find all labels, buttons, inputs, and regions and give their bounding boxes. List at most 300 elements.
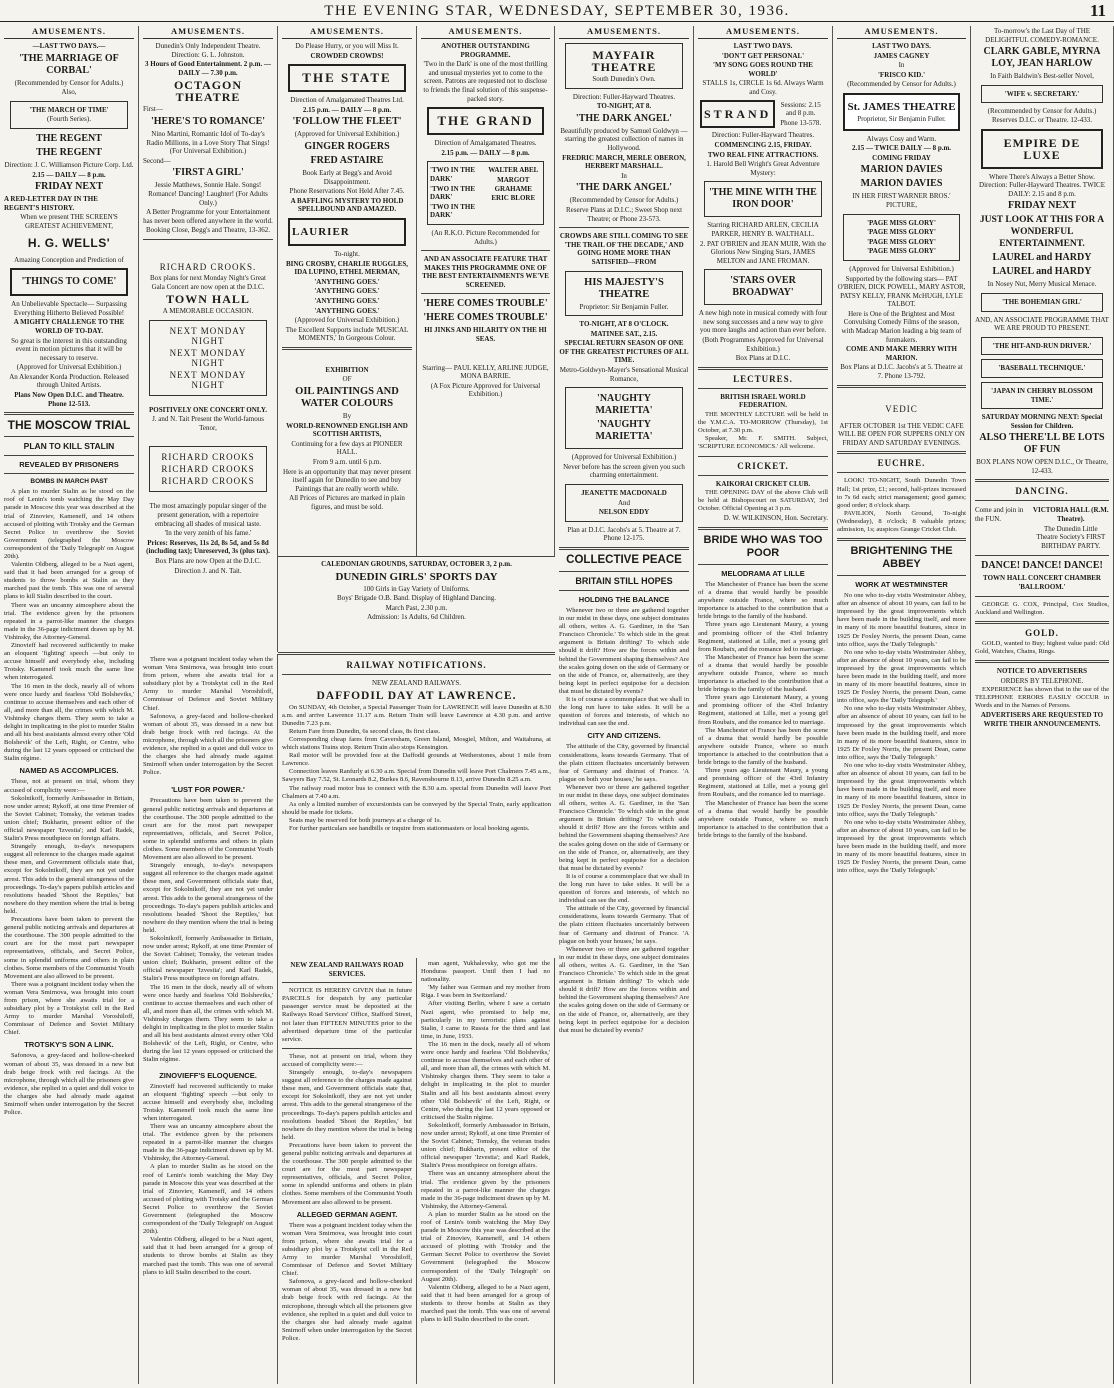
ad-line: 'MY SONG GOES ROUND THE WORLD' (713, 61, 813, 78)
ad-line: (Both Programmes Approved for Universal Exhibition.) (702, 336, 824, 353)
ad-box (288, 218, 406, 246)
ad-line: AND AN ASSOCIATE FEATURE THAT MAKES THIS PROGRAMME ONE OF THE BEST ENTERTAINMENTS WE'VE SCREENED. (422, 255, 549, 289)
article-subheadline: MELODRAMA AT LILLE (721, 568, 805, 578)
ad-line: Direction: Fuller-Hayward Theatres. (711, 131, 815, 140)
venue-name: TOWN HALL (166, 292, 250, 307)
film-title: 'FIRST A GIRL' (172, 167, 244, 179)
ad-line: —LAST TWO DAYS.— (32, 42, 106, 50)
article-subheadline: BRITAIN STILL HOPES (575, 576, 673, 586)
film-title: 'BASEBALL TECHNIQUE.' (998, 364, 1086, 373)
ad-line: Here is One of the Brightest and Most Convulsing Comedy Films of the season, with Madcap Marion leading a big team of funmakers. (841, 309, 962, 344)
article-paragraph: The Manchester of France has been the scene of a drama that would hardly be possible anywhere outside France, where so much importance is attached to the contribution that a bride brings to the family of the husband. (698, 726, 828, 767)
star-name: NELSON EDDY (598, 508, 650, 517)
theatre-name: MAYFAIR THEATRE (591, 48, 657, 74)
ad-line: (Recommended by Censor for Adults.) (569, 196, 679, 205)
ad-line: ANOTHER OUTSTANDING PROGRAMME. (441, 42, 530, 59)
article-headline: BRIGHTENING THE ABBEY (850, 545, 953, 571)
notice-text: Corresponding cheap fares from Caversham, Green Island, Mosgiel, Milton, and Waitahuna, at which stations Trains stop. Return Train also stops Kensington. (282, 735, 551, 752)
ad-box (149, 446, 267, 492)
article-paragraph: Precautions have been taken to prevent the general public noticing arrivals and departures at the courthouse. The 300 people admitted to the court are for the most part newspaper representatives, officials, and Secret Police, some in splendid uniforms and others in plain clothes. Some members of the Communist Youth Movement are also allowed to be present. (4, 916, 134, 980)
theatre-name: St. JAMES THEATRE (847, 100, 956, 113)
ad-line: An Alexander Korda Production. Released through United Artists. (9, 372, 129, 390)
ad-line: 'THE MARCH OF TIME' (29, 105, 109, 114)
ad-line: A MIGHTY CHALLENGE TO THE WORLD OF TO-DAY. (13, 318, 125, 335)
ad-line: IN HER FIRST WARNER BROS.' PICTURE, (852, 192, 951, 209)
ad-line: Proprietor: Sir Benjamin Fuller. (579, 302, 669, 311)
ad-title: H. G. WELLS' (27, 235, 111, 250)
ad-line: KAIKORAI CRICKET CLUB. (715, 479, 811, 488)
film-title: 'PAGE MISS GLORY' (867, 218, 936, 227)
column-6 (694, 26, 833, 1384)
ad-line: Beautifully produced by Samuel Goldwyn —starring the greatest collection of names in Hollywood. (560, 126, 688, 152)
notice-text: LOOK! TO-NIGHT, South Dunedin Town Hall; 1st prize, £1; second, half-prizes increased to 7s 6d each; strict management; good games; good order; 8 o'clock sharp. (837, 477, 966, 509)
ad-box (704, 269, 822, 305)
star-name: MARGOT GRAHAME (494, 175, 532, 193)
ad-title: OIL PAINTINGS AND WATER COLOURS (295, 386, 399, 410)
ad-line: 'In the very zenith of his fame.' (164, 529, 252, 538)
ad-title: DUNEDIN GIRLS' SPORTS DAY (335, 570, 498, 583)
article-paragraph: Zinovieff had recovered sufficiently to make an eloquent 'fighting' speech —but only to accuse himself and everybody else, including Trotsky. Kameneff took much the same line when interrogated. (4, 642, 134, 682)
ad-line: Always Cosy and Warm. (866, 134, 937, 143)
ad-line: RICHARD CROOKS (161, 476, 255, 487)
ad-box (843, 93, 960, 131)
ad-line: A RED-LETTER DAY IN THE REGENT'S HISTORY. (4, 195, 98, 212)
article-subheadline: WORK AT WESTMINSTER (855, 580, 948, 590)
ad-line: South Dunedin's Own. (592, 75, 656, 83)
section-heading: LECTURES. (733, 373, 793, 384)
ad-line: (Approved for Universal Exhibition.) (571, 453, 677, 462)
ad-line: Starring— PAUL KELLY, ARLINE JUDGE, MONA BARRIE. (422, 363, 549, 381)
ad-line: Sessions: 2.15 and 8 p.m. (780, 100, 821, 118)
ad-line: CROWDS ARE STILL COMING TO SEE 'THE TRAIL OF THE DECADE,' AND GOING HOME MORE THAN SATISFIED—FROM (559, 232, 689, 266)
article-paragraph: Strangely enough, to-day's newspapers suggest all reference to the charges made against these men, and Government officials state that, except for Sokolnikoff, they are not yet under arrest. This adds to the general strangeness of the proceedings. To-day's papers publish articles and resolutions headed 'Shoot the Reptiles,' but nowhere do they mention where the trial is being held. (282, 1069, 412, 1141)
article-paragraph: Safonova, a grey-faced and hollow-cheeked woman of about 35, was dressed in a new but drab beige frock with red facings. At the microphone, through which all the prisoners give evidence, she replied in a quiet and dull voice to the charges she had already made against Smirnoff when under interrogation by the Secret Police. (143, 712, 273, 777)
star-name: CLARK GABLE, MYRNA LOY, JEAN HARLOW (983, 46, 1101, 70)
ad-line: Direction: J. C. Williamson Picture Corp. Ltd. (4, 160, 134, 169)
ad-box (565, 43, 683, 89)
article-paragraph: The Manchester of France has been the scene of a drama that would hardly be possible anywhere outside France, where so much importance is attached to the contribution that a bride brings to the family of the husband. (698, 653, 828, 694)
ad-title: JUST LOOK AT THIS FOR A WONDERFUL ENTERTAINMENT. (979, 215, 1105, 250)
article-paragraph: The 16 men in the dock, nearly all of whom were once hardy and fearless 'Old Bolsheviks,' continue to accuse themselves and each other of all, and more than all, the crimes with which M. Vishinsky charges them. They seem to take a delight in implicating in the plot to murder Stalin and all his best assistants almost every other 'Old Bolshevik' of the Left, Right, or Centre, who during the last 12 years opposed or criticised the Stalin régime. (421, 1040, 550, 1121)
ad-line: When we present THE SCREEN'S GREATEST ACHIEVEMENT, (20, 213, 118, 230)
ad-line: BOX PLANS NOW OPEN D.I.C., Or Theatre, 12-433. (976, 458, 1108, 475)
film-title: 'WIFE v. SECRETARY.' (1004, 89, 1080, 98)
ad-line: Direction of Amalgamated Theatres. (434, 139, 537, 148)
ad-line: Also, (61, 88, 77, 97)
ad-title: ALSO THERE'LL BE LOTS OF FUN (979, 432, 1105, 456)
ad-line: An Unbelievable Spectacle— Surpassing Everything Hitherto Believed Possible! (11, 300, 127, 317)
notice-text: GOLD, wanted to Buy; highest value paid: Old Gold, Watches, Chains, Rings. (975, 639, 1109, 655)
ad-line: Come and join in the FUN. (975, 506, 1024, 524)
article-subheadline: PLAN TO KILL STALIN (23, 441, 115, 452)
ad-line: Boys' Brigade O.B. Band. Display of Highland Dancing. (337, 594, 496, 603)
ad-line: In (898, 61, 905, 70)
ad-box (843, 214, 960, 261)
notice-text: THE OPENING DAY of the above Club will be held at Bishopscourt on SATURDAY, 3rd October. Official Opening at 3 p.m. (698, 489, 828, 513)
theatre-name: OCTAGON THEATRE (173, 78, 243, 105)
article-paragraph: Sokolnikoff, formerly Ambassador in Britain, now under arrest; Rykoff, at one time Premier of the Soviet Cabinet; Tomsky, the veteran trades union chief; Bukharin, present editor of the official newspaper 'Izvestia'; and Karl Radek, Stalin's Press mouthpiece on foreign affairs. (4, 794, 134, 843)
article-paragraph: 'My father was German and my mother from Riga. I was born in Switzerland.' (421, 984, 550, 1000)
ad-line: 2.15 — TWICE DAILY — 8 p.m. (851, 144, 952, 153)
notice-text: The railway road motor bus to connect with the 8.30 a.m. special from Dunedin will leave Port Chalmers at 7.40 a.m. (282, 784, 551, 800)
film-title: 'NAUGHTY MARIETTA' (595, 393, 653, 417)
ad-line: Amazing Conception and Prediction of (14, 255, 124, 264)
notice-text: Seats may be reserved for both journeys at a charge of 1s. (289, 816, 442, 824)
film-title: 'HERE COMES TROUBLE' (423, 298, 548, 310)
ad-line: Booking Close, Begg's and Theatre, 13-362. (145, 226, 270, 235)
ad-title: 'THINGS TO COME' (21, 276, 117, 288)
star-name: WALTER ABEL (488, 166, 539, 175)
star-name: GINGER ROGERS (304, 140, 390, 152)
article-paragraph: It is of course a commonplace that we shall in the long run have to take sides. It will be a question of forces and interests, of which no individual can see the end. (559, 696, 689, 728)
film-title: 'THE BOHEMIAN GIRL' (1002, 297, 1082, 306)
ad-box (981, 359, 1103, 378)
ad-line: RICHARD CROOKS (161, 452, 255, 463)
railway-notice (278, 652, 555, 954)
ad-line: Admission: 1s Adults, 6d Children. (367, 613, 466, 622)
ad-line: MATINEE SAT., 2.15. (590, 329, 658, 338)
article-subheadline: REVEALED BY PRISONERS (19, 460, 119, 470)
notice-text: THE MONTHLY LECTURE will be held in the Y.M.C.A. TO-MORROW (Thursday), 1st October, at 7.30 p.m. (698, 411, 828, 435)
ad-line (430, 165, 486, 221)
ad-line: Starring RICHARD ARLEN, CECILIA PARKER, HENRY B. WALTHALL. (707, 221, 819, 238)
column-2 (139, 26, 278, 652)
ad-line: Continuing for a few days at PIONEER HALL. (291, 439, 403, 457)
ad-title: DANCE! DANCE! DANCE! (981, 560, 1103, 572)
film-title: 'PAGE MISS GLORY' (867, 247, 936, 256)
ad-line: NEW ZEALAND RAILWAYS. (371, 679, 462, 687)
ad-line: POSITIVELY ONE CONCERT ONLY. (148, 405, 267, 414)
article-paragraph: Valentin Oldberg, alleged to be a Nazi agent, said that it had been arranged for a group of students to throw bombs at Stalin as they marched past the tomb. This was one of several plans to kill Stalin described to the court. (4, 561, 134, 601)
article-paragraph: man agent, Yukhalevsky, who got me the Honduras passport. Until then I had no nationality. (421, 960, 550, 984)
ad-box (700, 100, 775, 128)
ad-line: 2.15 p.m. — DAILY — 8 p.m. (441, 148, 530, 157)
dance-details (1033, 505, 1109, 551)
article-paragraph: A plan to murder Stalin as he stood on the roof of Lenin's tomb watching the May Day parade in Moscow this year was described at the trial of Zinoviev, Kameneff, and 14 others accused of plotting with Trotsky and the German Secret Police to overthrow the Soviet Government (telegraphed the Moscow correspondent of the 'Daily Telegraph' on August 20th). (421, 1210, 550, 1283)
article-paragraph: No one who to-day visits Westminster Abbey, after an absence of about 10 years, can fail to be impressed by the great improvements which have been made in the building itself, and more in many of its more beautiful features, since in 1925 Dr Foxley Norris, the present Dean, came into office, says the 'Daily Telegraph.' (837, 648, 966, 705)
film-title: 'PAGE MISS GLORY' (867, 237, 936, 246)
article-subheading: 'LUST FOR POWER.' (171, 785, 245, 795)
article-paragraph: The attitude of the City, governed by financial considerations, leans towards Germany. That of the plain citizen fluctuates uncertainly between fear of Germany and distrust of France. 'A plague on both your houses,' he says. (559, 905, 689, 945)
ad-line: 'TWO IN THE DARK' (430, 184, 475, 202)
theatre-name: STRAND (704, 106, 772, 121)
ad-line: NEXT MONDAY NIGHT (169, 325, 247, 346)
article-paragraph: A plan to murder Stalin as he stood on the roof of Lenin's tomb watching the May Day parade in Moscow this year was described at the trial of Zinoviev, Kameneff, and 14 others accused of plotting with Trotsky and the German Secret Police to overthrow the Soviet Government (telegraphed the Moscow correspondent of the 'Daily Telegraph' on August 20th). (4, 488, 134, 560)
column-heading: AMUSEMENTS. (282, 26, 412, 39)
article-paragraph: The Manchester of France has been the scene of a drama that would hardly be possible anywhere outside France, where so much importance is attached to the contribution that a bride brings to the family of the husband. (698, 580, 828, 621)
ad-line: TO-NIGHT, AT 8 O'CLOCK. (579, 320, 669, 329)
ad-line: A new high note in musical comedy with four new song successes and a new way to give you more laughs and action than ever before. (698, 309, 828, 335)
ad-line: (Approved for Universal Exhibition.) (16, 363, 122, 372)
notice-text: Rail motor will be provided free at the Daffodil grounds at Wetherstones, about 1 mile from Lawrence. (282, 752, 551, 768)
article-paragraph: Sokolnikoff, formerly Ambassador in Britain, now under arrest; Rykoff, at one time Premier of the Soviet Cabinet; Tomsky, the veteran trades union chief; Bukharin, present editor of the official newspaper 'Izvestia'; and Karl Radek, Stalin's Press mouthpiece on foreign affairs. (421, 1121, 550, 1170)
theatre-name: THE GRAND (437, 113, 534, 129)
ad-line: STALLS 1s, CIRCLE 1s 6d. Always Warm and Cosy. (702, 79, 824, 96)
ad-line: BING CROSBY, CHARLIE RUGGLES, IDA LUPINO, ETHEL MERMAN, (285, 259, 409, 277)
ad-line: LAST TWO DAYS. (733, 42, 793, 50)
notice-text: GEORGE G. COX, Principal, Cox Studios, Auckland and Wellington. (975, 600, 1109, 616)
article-paragraph: Precautions have been taken to prevent the general public noticing arrivals and departures at the courthouse. The 300 people admitted to the court are for the most part newspaper representatives, officials, and Secret Police, some in splendid uniforms and others in plain clothes. Some members of the Communist Youth Movement are also allowed to be present. (143, 797, 273, 862)
ad-box (565, 387, 683, 449)
ad-box (981, 129, 1103, 169)
ad-line: In Faith Baldwin's Best-seller Novel, (990, 72, 1094, 81)
article-subheadline: BOMBS IN MARCH PAST (30, 478, 108, 486)
ad-line: ADVERTISERS ARE REQUESTED TO WRITE THEIR ANNOUNCEMENTS. (980, 711, 1104, 729)
article-paragraph: There was an uncanny atmosphere about the trial. The evidence given by the prisoners repeated in a parrot-like manner the charges made in the 36-page indictment drawn up by M. Vishinsky, the Attorney-General. (4, 601, 134, 641)
section-heading: NEW ZEALAND RAILWAYS ROAD SERVICES. (290, 961, 404, 978)
ad-line: RICHARD CROOKS. (159, 261, 257, 272)
ad-line: Direction: Fuller-Hayward Theatres. (572, 92, 676, 101)
section-heading: EUCHRE. (877, 458, 926, 469)
ad-line: (Approved for Universal Exhibition.) (849, 264, 954, 273)
notice-text: PAVILION, North Ground, To-night (Wednesday), 8 o'clock; 8 valuable prizes; admission, 1s; auspices Grange Cricket Club. (837, 509, 966, 533)
ad-line: Box Plans at D.I.C. (735, 354, 791, 363)
film-title: 'THE MINE WITH THE IRON DOOR' (709, 187, 817, 211)
ad-line: (A Fox Picture Approved for Universal Exhibition.) (430, 381, 541, 399)
article-subheading: ALLEGED GERMAN AGENT. (296, 1209, 398, 1219)
article-paragraph: Three years ago Lieutenant Maury, a young and promising officer of the 43rd Infantry Regiment, stationed at Lille, met a young girl from Roubaix, and the romance led to marriage. (698, 621, 828, 653)
section-heading: VEDIC (885, 403, 918, 414)
ad-box (10, 268, 128, 296)
article-paragraph: The 16 men in the dock, nearly all of whom were once hardy and fearless 'Old Bolsheviks,' continue to accuse themselves and each other of all, and more than all, the crimes with which M. Vishinsky charges them. They seem to take a delight in implicating in the plot to murder Stalin and all his best assistants almost every other 'Old Bolshevik' of the Left, Right, or Centre, who during the last 12 years opposed or criticised the Stalin régime. (143, 983, 273, 1064)
theatre-name: THE STATE (302, 70, 392, 86)
ad-line: FREDRIC MARCH, MERLE OBERON, HERBERT MARSHALL. (562, 153, 686, 171)
ad-box (981, 293, 1103, 312)
ad-line: Box Plans at D.I.C. Jacobs's at 5. Theatre at 7. Phone 13-792. (840, 363, 963, 381)
film-title: 'FOLLOW THE FLEET' (292, 116, 402, 128)
ad-line: SPECIAL RETURN SEASON OF ONE OF THE GREATEST PICTURES OF ALL TIME. (559, 339, 689, 365)
ad-line: CROWDED CROWDS! (310, 51, 384, 60)
ad-line: Metro-Goldwyn-Mayer's Sensational Musical Romance, (559, 366, 689, 383)
ad-line: ORDERS BY TELEPHONE. (1000, 676, 1084, 685)
film-title: 'HERE COMES TROUBLE' (423, 312, 548, 324)
column-heading: AMUSEMENTS. (4, 26, 134, 39)
ad-line: First— (143, 105, 163, 114)
theatre-name: THE REGENT (36, 132, 102, 144)
notice-text: As only a limited number of excursionists can be conveyed by the Special Train, early application should be made for tickets. (282, 800, 551, 816)
article-paragraph: Three years ago Lieutenant Maury, a young and promising officer of the 43rd Infantry Regiment, stationed at Lille, met a young girl from Roubaix, and the romance led to marriage. (698, 767, 828, 799)
section-heading: CRICKET. (737, 460, 789, 471)
film-title: 'HERE'S TO ROMANCE' (150, 115, 266, 127)
ad-line: 'Two in the Dark' is one of the most thrilling and unusual mysteries yet to come to the screen. Patrons are requested not to disclose to friends the final solution of this suspense-packed story. (423, 60, 548, 103)
article-paragraph: Valentin Oldberg, alleged to be a Nazi agent, said that it had been arranged for a group of students to throw bombs at Stalin as they marched past the tomb. This was one of several plans to kill Stalin described to the court. (421, 1283, 550, 1324)
article-paragraph: These, not at present on trial, whom they accused of complicity were:— (282, 1052, 412, 1068)
dance-ad (975, 505, 1109, 551)
ad-line: A Better Programme for your Entertainment has never been offered anywhere in the world. (143, 208, 273, 225)
ad-line: Jessie Matthews, Sonnie Hale. Songs! Romance! Dancing! Laughter! (For Adults Only.) (148, 181, 268, 207)
star-name: LAUREL and HARDY (992, 252, 1092, 264)
ad-line: To-night. (334, 249, 360, 258)
ad-line: NEXT MONDAY NIGHT (169, 347, 247, 368)
ad-line: The most amazingly popular singer of the present generation, with a repertoire embracing all shades of musical taste. (149, 502, 267, 528)
theatre-name: EMPIRE DE LUXE (1003, 135, 1081, 162)
ad-line: Do Please Hurry, or you will Miss It. (295, 42, 399, 50)
ad-line (486, 165, 542, 221)
article-paragraph: There was a poignant incident today when the woman Vera Smirnova, was brought into court from prison, where she awaits trial for a subsidiary plot by a Trotskyist cell in the Red Army to murder Marshal Voroshiloff, Commissar of Defence and Soviet Military Chief. (4, 980, 134, 1037)
theatre-name: LAURIER (292, 225, 350, 238)
ad-line: In Nosey Nut, Merry Musical Menace. (987, 280, 1097, 289)
trial-continuation-2 (417, 958, 555, 1384)
ad-line: (Recommended by Censor for Adults.) Reserves D.I.C. or Theatre. 12-433. (987, 107, 1097, 124)
article-paragraph: No one who to-day visits Westminster Abbey, after an absence of about 10 years, can fail to be impressed by the great improvements which have been made in the building itself, and more in many of its more beautiful features, since in 1925 Dr Foxley Norris, the present Dean, came into office, says the 'Daily Telegraph.' (837, 818, 966, 875)
ad-line: And (617, 498, 631, 507)
ad-line: 'ANYTHING GOES.' (314, 277, 380, 286)
article-subheading: NAMED AS ACCOMPLICES. (19, 766, 119, 776)
ad-line: Dunedin's Only Independent Theatre. Direction: G. L. Johnston. (155, 42, 261, 59)
page-header (0, 0, 1114, 22)
article-paragraph: Safonova, a grey-faced and hollow-cheeked woman of about 35, was dressed in a new but drab beige frock with red facings. At the microphone, through which all the prisoners give evidence, she replied in a quiet and dull voice to the charges she had already made against Smirnoff when under interrogation by the Secret Police. (282, 1278, 412, 1342)
ad-line: CALEDONIAN GROUNDS, SATURDAY, OCTOBER 3, 2 p.m. (321, 560, 512, 568)
ad-line: D. W. WILKINSON, Hon. Secretary. (723, 514, 828, 523)
notice-text: AFTER OCTOBER 1st THE VEDIC CAFE WILL BE OPEN FOR SUPPERS ONLY ON FRIDAY AND SATURDAY EVENINGS. (838, 421, 965, 447)
star-name: JAMES CAGNEY (873, 51, 930, 60)
article-paragraph: It is of course a commonplace that we shall in the long run have to take sides. It will be a question of forces and interests, of which no individual can see the end. (559, 872, 689, 905)
ad-line: So great is the interest in this outstanding event in motion pictures that it will be necessary to reserve. (11, 336, 127, 362)
ad-line: J. and N. Tait Present the World-famous Tenor, (152, 415, 264, 432)
article-paragraph: There was a poignant incident today when the woman Vera Smirnova, was brought into court from prison, where she awaits trial for a subsidiary plot by a Trotskyist cell in the Red Army to murder Marshal Voroshiloff, Commissar of Defence and Soviet Military Chief. (282, 1221, 412, 1278)
film-title: 'THE DARK ANGEL' (575, 182, 673, 194)
article-paragraph: Three years ago Lieutenant Maury, a young and promising officer of the 43rd Infantry Regiment, stationed at Lille, met a young girl from Roubaix, and the romance led to marriage. (698, 694, 828, 726)
article-paragraph: The attitude of the City, governed by financial considerations, leans towards Germany. That of the plain citizen fluctuates uncertainly between fear of Germany and distrust of France. 'A plague on both your houses,' he says. (559, 743, 689, 783)
article-paragraph: The Manchester of France has been the scene of a drama that would hardly be possible anywhere outside France, where so much importance is attached to the contribution that a bride brings to the family of the husband. (698, 799, 828, 839)
notice-text: For further particulars see handbills or inquire from stationmasters or local booking agents. (289, 825, 530, 832)
ad-line: Plan at D.I.C. Jacobs's at 5. Theatre at 7. Phone 12-175. (567, 525, 681, 543)
star-name: FRED ASTAIRE (310, 154, 384, 166)
ad-line: (Approved for Universal Exhibition.) (294, 316, 400, 325)
ad-line: A BAFFLING MYSTERY TO HOLD SPELLBOUND AND AMAZED. (290, 196, 404, 214)
ad-line: Second— (143, 156, 171, 165)
theatre-name: HIS MAJESTY'S THEATRE (584, 276, 664, 300)
article-paragraph: Whenever two or three are gathered together in our midst in these days, one subject dominates all others, writes A. G. Gardiner, in the 'San Francisco Chronicle.' To which side in the great argument is Britain drifting? To which side should it drift? How are the forces within and behind the Government shaping themselves? Are the scales going down on the side of Germany or on the side of France, or, alternatively, are they being kept in perfect equipoise for a decision that must be dictated by events? (559, 783, 689, 872)
ad-line: Prices: Reserves, 11s 2d, 8s 5d, and 5s 8d (including tax); Unreserved, 3s (plus tax). (146, 538, 270, 556)
article-subheadline: HOLDING THE BALANCE (578, 595, 670, 604)
star-name: ERIC BLORE (491, 194, 536, 203)
column-7 (833, 26, 971, 1384)
ad-line: All Prices of Pictures are marked in plain figures, and must be sold. (289, 494, 405, 511)
ad-box (427, 161, 544, 225)
ad-line: 'DON'T GET PERSONAL' (721, 51, 805, 60)
ad-line: Phone Reservations Not Held After 7.45. (289, 187, 405, 196)
article-paragraph: These, not at present on trial, whom they accused of complicity were:— (4, 778, 134, 794)
ad-line: 2.15 p.m. — DAILY — 8 p.m. (302, 105, 392, 114)
article-paragraph: Strangely enough, to-day's newspapers suggest all reference to the charges made against these men, and Government officials state that, except for Sokolnikoff, they are not yet under arrest. This adds to the general strangeness of the proceedings. To-day's papers publish articles and resolutions headed 'Shoot the Reptiles,' but nowhere do they mention where the trial is being held. (143, 862, 273, 934)
column-5 (555, 26, 694, 1384)
notice-text: Connection leaves Ranfurly at 6.30 a.m. Special from Dunedin will leave Port Chalmers 7.45 a.m., Sawyers Bay 7.52, St. Leonards 8.2, Burkes 8.6, Ravensbourne 8.13, arrive Dunedin 8.25 a.m. (282, 768, 551, 784)
notice-text: Return Fare from Dunedin, 6s second class, 8s first class. (289, 727, 441, 735)
star-name: MARION DAVIES (860, 178, 943, 190)
session-info (775, 100, 826, 129)
ad-line: Box Plans are now Open at the D.I.C. (155, 557, 261, 566)
ad-line: RICHARD CROOKS (161, 464, 255, 475)
ad-line: EXHIBITION (325, 365, 369, 374)
star-name: JEANETTE MACDONALD (581, 489, 667, 498)
notice-text: EXPERIENCE has shown that in the use of the TELEPHONE ERRORS EASILY OCCUR in Words and in the Names of Persons. (975, 686, 1109, 710)
star-name: LAUREL and HARDY (992, 266, 1092, 278)
ad-line: Plans Now Open D.I.C. and Theatre. Phone 12-513. (14, 391, 124, 408)
article-paragraph: Whenever two or three are gathered together in our midst in these days, one subject dominates all others, writes A. G. Gardiner, in the 'San Francisco Chronicle.' To which side in the great argument is Britain drifting? To which side should it drift? How are the forces within and behind the Government shaping themselves? Are the scales going down on the side of Germany or on the side of France, or, alternatively, are they being kept in perfect equipoise for a decision that must be dictated by events? (559, 945, 689, 1034)
ad-box (149, 320, 267, 396)
ad-line: 'TWO IN THE DARK' (430, 202, 475, 220)
ad-line: Where There's Always a Better Show. Direction: Fuller-Hayward Theatres. TWICE DAILY: 2.15 and 8 p.m. (979, 172, 1105, 198)
ad-line: Here is an opportunity that may never present itself again for Dunedin to see and buy Paintings that are really worth while. (282, 467, 412, 493)
ad-line: (Recommended by Censor for Adults.) (14, 78, 124, 87)
ad-line: (Fourth Series). (47, 115, 91, 124)
column-heading: AMUSEMENTS. (837, 26, 966, 39)
ad-line: The Excellent Supports include 'MUSICAL MOMENTS,' In Gorgeous Colour. (285, 325, 409, 343)
masthead-title: THE EVENING STAR, WEDNESDAY, SEPTEMBER 30, 1936. (324, 3, 790, 19)
venue-name: VICTORIA HALL (R.M. Theatre). (1032, 506, 1109, 524)
article-paragraph: There was an uncanny atmosphere about the trial. The evidence given by the prisoners repeated in a parrot-like manner the charges made in the 36-page indictment drawn up by M. Vishinsky, the Attorney-General. (421, 1170, 550, 1210)
ad-line: A MEMORABLE OCCASION. (162, 307, 254, 316)
sports-day-ad (278, 556, 555, 652)
ad-line: 100 Girls in Gay Variety of Uniforms. (363, 584, 470, 593)
ad-box (981, 85, 1103, 104)
column-3 (278, 26, 417, 556)
ad-box (704, 181, 822, 217)
column-8 (971, 26, 1114, 1384)
ad-line: NEXT MONDAY NIGHT (169, 369, 247, 390)
article-subheading: TROTSKY'S SON A LINK. (24, 1040, 114, 1050)
column-heading: AMUSEMENTS. (559, 26, 689, 39)
ad-title: FRIDAY NEXT (35, 181, 103, 193)
notice-text: Speaker, Mr. F. SMITH. Subject, 'SCRIPTURE ECONOMICS.' All welcome. (698, 435, 828, 451)
article-paragraph: No one who to-day visits Westminster Abbey, after an absence of about 10 years, can fail to be impressed by the great improvements which have been made in the building itself, and more in many of its more beautiful features, since in 1925 Dr Foxley Norris, the present Dean, came into office, says the 'Daily Telegraph.' (837, 592, 966, 648)
ad-box (565, 484, 683, 522)
ad-line: (Recommended by Censor for Adults.) (847, 80, 956, 89)
article-paragraph: A plan to murder Stalin as he stood on the roof of Lenin's tomb watching the May Day parade in Moscow this year was described at the trial of Zinoviev, Kameneff, and 14 others accused of plotting with Trotsky and the German Secret Police to overthrow the Soviet Government (telegraphed the Moscow correspondent of the 'Daily Telegraph' on August 20th). (143, 1163, 273, 1236)
ad-line: Direction J. and N. Tait. (174, 566, 242, 575)
ad-title: FRIDAY NEXT (1008, 200, 1076, 212)
trial-continuation (139, 654, 278, 1384)
ad-line: Reserve Plans at D.I.C.; Sweet Shop next Theatre; or Phone 23-573. (565, 205, 683, 223)
article-headline: THE MOSCOW TRIAL (7, 418, 131, 433)
article-paragraph: No one who to-day visits Westminster Abbey, after an absence of about 10 years, can fail to be impressed by the great improvements which have been made in the building itself, and more in many of its more beautiful features, since in 1925 Dr Foxley Norris, the present Dean, came into office, says the 'Daily Telegraph.' (837, 705, 966, 761)
article-subheading: CITY AND CITIZENS. (587, 731, 661, 741)
ad-line: COMMENCING 2.15, FRIDAY. (714, 140, 812, 149)
film-title: 'FRISCO KID.' (877, 70, 926, 79)
article-paragraph: Safonova, a grey-faced and hollow-cheeked woman of about 35, was dressed in a new but drab beige frock with red facings. At the microphone, through which all the prisoners give evidence, she replied in a quiet and dull voice to the charges she had already made against Smirnoff when under interrogation by the Secret Police. (4, 1052, 134, 1117)
article-paragraph: Strangely enough, to-day's newspapers suggest all reference to the charges made against these men, and Government officials state that, except for Sokolnikoff, they are not yet under arrest. This adds to the general strangeness of the proceedings. To-day's papers publish articles and resolutions headed 'Shoot the Reptiles,' but nowhere do they mention where the trial is being held. (4, 843, 134, 915)
film-title: 'JAPAN IN CHERRY BLOSSOM TIME.' (991, 386, 1093, 404)
ad-box (288, 64, 406, 92)
notice-text: On SUNDAY, 4th October, a Special Passenger Train for LAWRENCE will leave Dunedin at 8.30 a.m. and arrive Lawrence 11.17 a.m. Return Train will leave Lawrence at 4.30 p.m. and arrive Dunedin 7.23 p.m. (282, 703, 551, 727)
ad-line: 'ANYTHING GOES.' (314, 306, 380, 315)
ad-line: TO-NIGHT, AT 8. (596, 102, 652, 111)
ad-line: Direction of Amalgamated Theatres Ltd. (290, 96, 404, 105)
ad-line: HI JINKS AND HILARITY ON THE HI SEAS. (424, 326, 547, 344)
ad-line: 2. PAT O'BRIEN and JEAN MUIR, With the Glorious New Singing Stars, JAMES MELTON and JANE FROMAN. (700, 239, 826, 265)
section-heading: DANCING. (1015, 486, 1069, 497)
column-heading: AMUSEMENTS. (143, 26, 273, 39)
ad-title: 'THE MARRIAGE OF CORBAL' (19, 52, 119, 76)
ad-line: BRITISH ISRAEL WORLD FEDERATION. (720, 392, 806, 410)
column-4 (417, 26, 555, 556)
article-headline: COLLECTIVE PEACE (566, 554, 682, 566)
theatre-name: THE REGENT (36, 146, 102, 158)
ad-line: Book Early at Begg's and Avoid Disappointment. (302, 168, 392, 186)
ad-line: March Past, 2.30 p.m. (385, 603, 448, 612)
column-heading: AMUSEMENTS. (698, 26, 828, 39)
film-title: 'NAUGHTY MARIETTA' (595, 419, 653, 443)
ad-line: 2.15 — DAILY — 8 p.m. (32, 170, 106, 179)
ad-line: Never before has the screen given you such charming entertainment. (563, 462, 685, 480)
notice-text: NOTICE IS HEREBY GIVEN that in future PARCELS for despatch by any particular passenger service must be deposited at the Railways Road Services' Office, Stafford Street, not later than FIFTEEN MINUTES prior to the advertised departure time of the particular service. (282, 987, 412, 1043)
ad-line: Nino Martini, Romantic Idol of To-day's Radio Millions, in a Love Story That Sings! (For Universal Exhibition.) (146, 129, 270, 156)
article-paragraph: Valentin Oldberg, alleged to be a Nazi agent, said that it had been arranged for a group of students to throw bombs at Stalin as they marched past the tomb. This was one of several plans to kill Stalin described to the court. (143, 1236, 273, 1276)
strand-row (700, 100, 826, 129)
ad-line: By (342, 412, 352, 421)
ad-line: 'ANYTHING GOES.' (314, 287, 380, 296)
